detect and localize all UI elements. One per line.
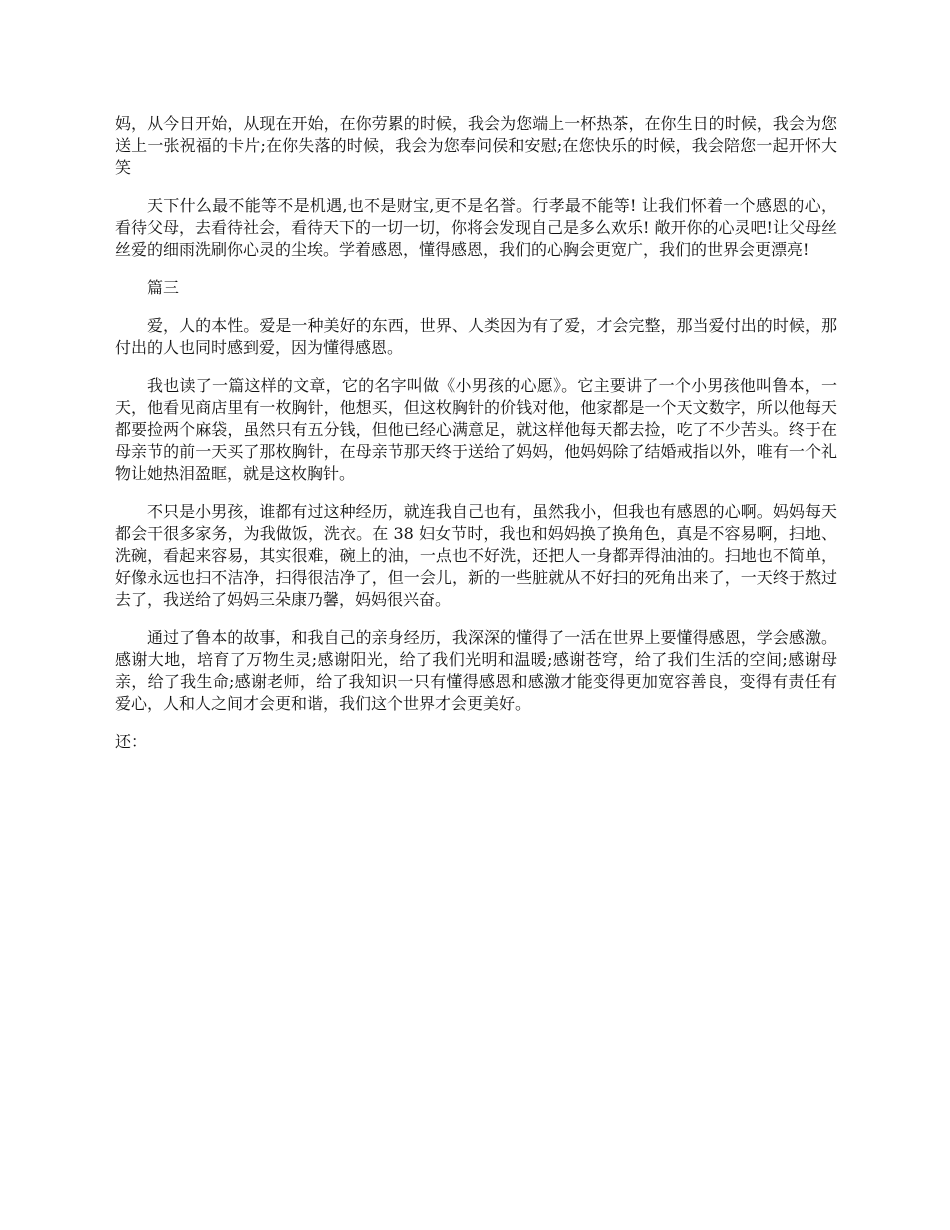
paragraph-3: 爱，人的本性。爱是一种美好的东西，世界、人类因为有了爱，才会完整，那当爱付出的时候，那付出的人也同时感到爱，因为懂得感恩。 (115, 316, 837, 357)
paragraph-6: 通过了鲁本的故事，和我自己的亲身经历，我深深的懂得了一活在世界上要懂得感恩，学会感激。感谢大地，培育了万物生灵;感谢阳光，给了我们光明和温暖;感谢苍穹，给了我们生活的空间;感谢母亲，给了我生命;感谢老师，给了我知识一只有懂得感恩和感激才能变得更加宽容善良，变得有责任有爱心，人和人之间才会更和谐，我们这个世界才会更美好。 (115, 628, 837, 713)
trailing-text: 还： (115, 732, 148, 751)
paragraph-2: 天下什么最不能等不是机遇,也不是财宝,更不是名誉。行孝最不能等! 让我们怀着一个感恩的心，看待父母，去看待社会，看待天下的一切一切，你将会发现自己是多么欢乐! 敞开你的心灵吧!让父母丝丝爱的细雨洗刷你心灵的尘埃。学着感恩，懂得感恩，我们的心胸会更宽广，我们的世界会更漂亮! (115, 196, 837, 259)
paragraph-4: 我也读了一篇这样的文章，它的名字叫做《小男孩的心愿》。它主要讲了一个小男孩他叫鲁本，一天，他看见商店里有一枚胸针，他想买，但这枚胸针的价钱对他，他家都是一个天文数字，所以他每天都要捡两个麻袋，虽然只有五分钱，但他已经心满意足，就这样他每天都去捡，吃了不少苦头。终于在母亲节的前一天买了那枚胸针，在母亲节那天终于送给了妈妈，他妈妈除了结婚戒指以外，唯有一个礼物让她热泪盈眶，就是这枚胸针。 (115, 376, 837, 483)
document-page (115, 113, 837, 753)
section-heading: 篇三 (147, 278, 180, 297)
paragraph-5: 不只是小男孩，谁都有过这种经历，就连我自己也有，虽然我小，但我也有感恩的心啊。妈妈每天都会干很多家务，为我做饭，洗衣。在 38 妇女节时，我也和妈妈换了换角色，真是不容易啊，扫地、洗碗，看起来容易，其实很难，碗上的油，一点也不好洗，还把人一身都弄得油油的。扫地也不简单，好像永远也扫不洁净，扫得很洁净了，但一会儿，新的一些脏就从不好扫的死角出来了，一天终于熬过去了，我送给了妈妈三朵康乃馨，妈妈很兴奋。 (115, 502, 837, 609)
paragraph-1: 妈，从今日开始，从现在开始，在你劳累的时候，我会为您端上一杯热茶，在你生日的时候，我会为您送上一张祝福的卡片;在你失落的时候，我会为您奉问侯和安慰;在您快乐的时候，我会陪您一起开怀大笑 (115, 114, 837, 177)
